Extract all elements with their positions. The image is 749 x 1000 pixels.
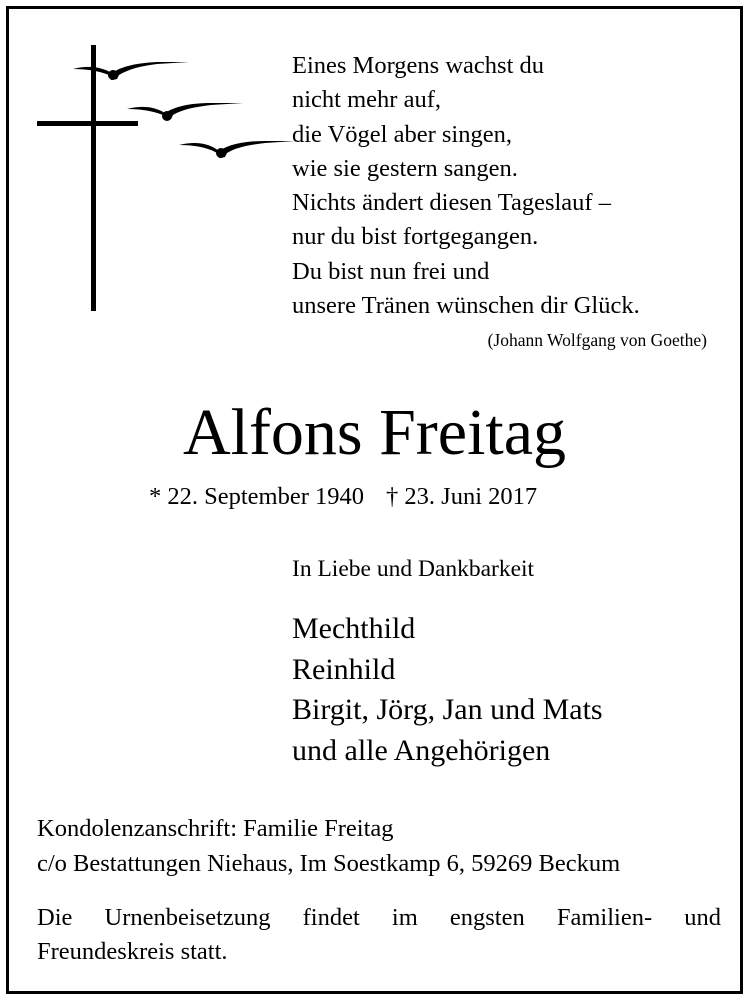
poem-line: die Vögel aber singen, [292,120,512,148]
bird-icon [179,141,295,158]
obituary-frame [6,6,743,994]
poem-line: Nichts ändert diesen Tageslauf – [292,189,611,217]
poem-line: Eines Morgens wachst du [292,52,544,79]
mourners-list [292,609,603,771]
bird-icon [73,62,189,80]
mourner-name: Mechthild [292,612,416,645]
bird-icon [127,103,243,120]
death-date: † 23. Juni 2017 [386,483,538,510]
mourner-name: Reinhild [292,652,396,686]
goethe-poem [292,49,640,323]
dedication-line: In Liebe und Dankbarkeit [292,556,535,582]
poem-line: nicht mehr auf, [292,86,441,114]
poem-line: nur du bist fortgegangen. [292,223,539,251]
life-dates [149,483,537,511]
mourner-name: Birgit, Jörg, Jan und Mats [292,693,603,727]
burial-notice-line: Die Urnenbeisetzung findet im engsten Familien- und [37,904,721,931]
birth-date: * 22. September 1940 [149,483,365,510]
condolence-line: c/o Bestattungen Niehaus, Im Soestkamp 6, 59269 Beckum [37,849,621,877]
poem-line: wie sie gestern sangen. [292,154,518,182]
poem-line: Du bist nun frei und [292,257,490,285]
cross-icon [37,45,138,311]
condolence-address [37,812,620,881]
condolence-line: Kondolenzanschrift: Familie Freitag [37,815,394,842]
cross-and-birds-emblem [37,45,297,317]
burial-notice-line: Freundeskreis statt. [37,938,228,965]
poem-line: unsere Tränen wünschen dir Glück. [292,292,640,320]
flying-birds-icon [73,62,295,158]
mourner-name: und alle Angehörigen [292,733,551,767]
deceased-name: Alfons Freitag [182,396,567,469]
poem-attribution: (Johann Wolfgang von Goethe) [487,330,707,350]
burial-notice [37,901,721,969]
